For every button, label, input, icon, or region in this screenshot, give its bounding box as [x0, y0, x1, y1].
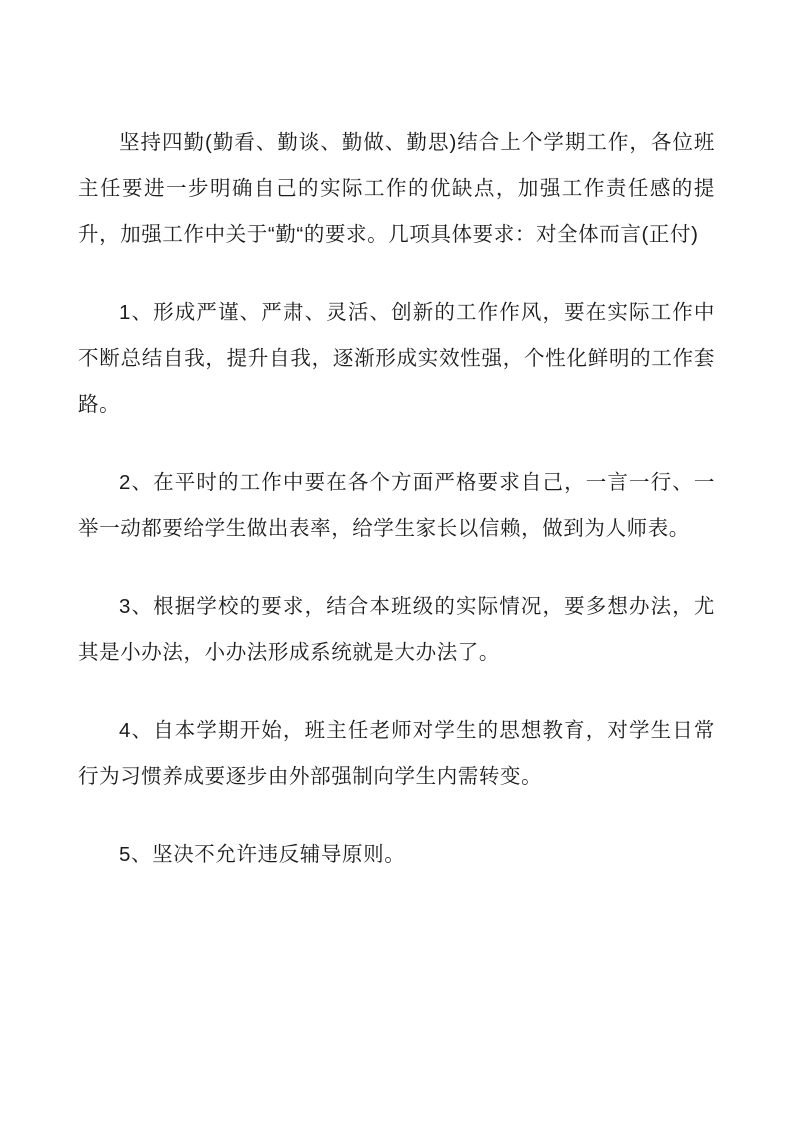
paragraph-item-2: 2、在平时的工作中要在各个方面严格要求自己，一言一行、一举一动都要给学生做出表率，给学生家长以信赖，做到为人师表。: [78, 471, 715, 540]
document-body: [78, 120, 715, 878]
paragraph-item-4: 4、自本学期开始，班主任老师对学生的思想教育，对学生日常行为习惯养成要逐步由外部强制向学生内需转变。: [78, 719, 715, 788]
paragraph-item-3: 3、根据学校的要求，结合本班级的实际情况，要多想办法，尤其是小办法，小办法形成系统就是大办法了。: [78, 595, 715, 664]
paragraph-item-1: 1、形成严谨、严肃、灵活、创新的工作作风，要在实际工作中不断总结自我，提升自我，逐渐形成实效性强，个性化鲜明的工作套路。: [78, 301, 715, 416]
paragraph-item-5: 5、坚决不允许违反辅导原则。: [119, 843, 406, 866]
paragraph-intro: 坚持四勤(勤看、勤谈、勤做、勤思)结合上个学期工作，各位班主任要进一步明确自己的实际工作的优缺点，加强工作责任感的提升，加强工作中关于“勤“的要求。几项具体要求：对全体而言(正付): [78, 131, 715, 246]
